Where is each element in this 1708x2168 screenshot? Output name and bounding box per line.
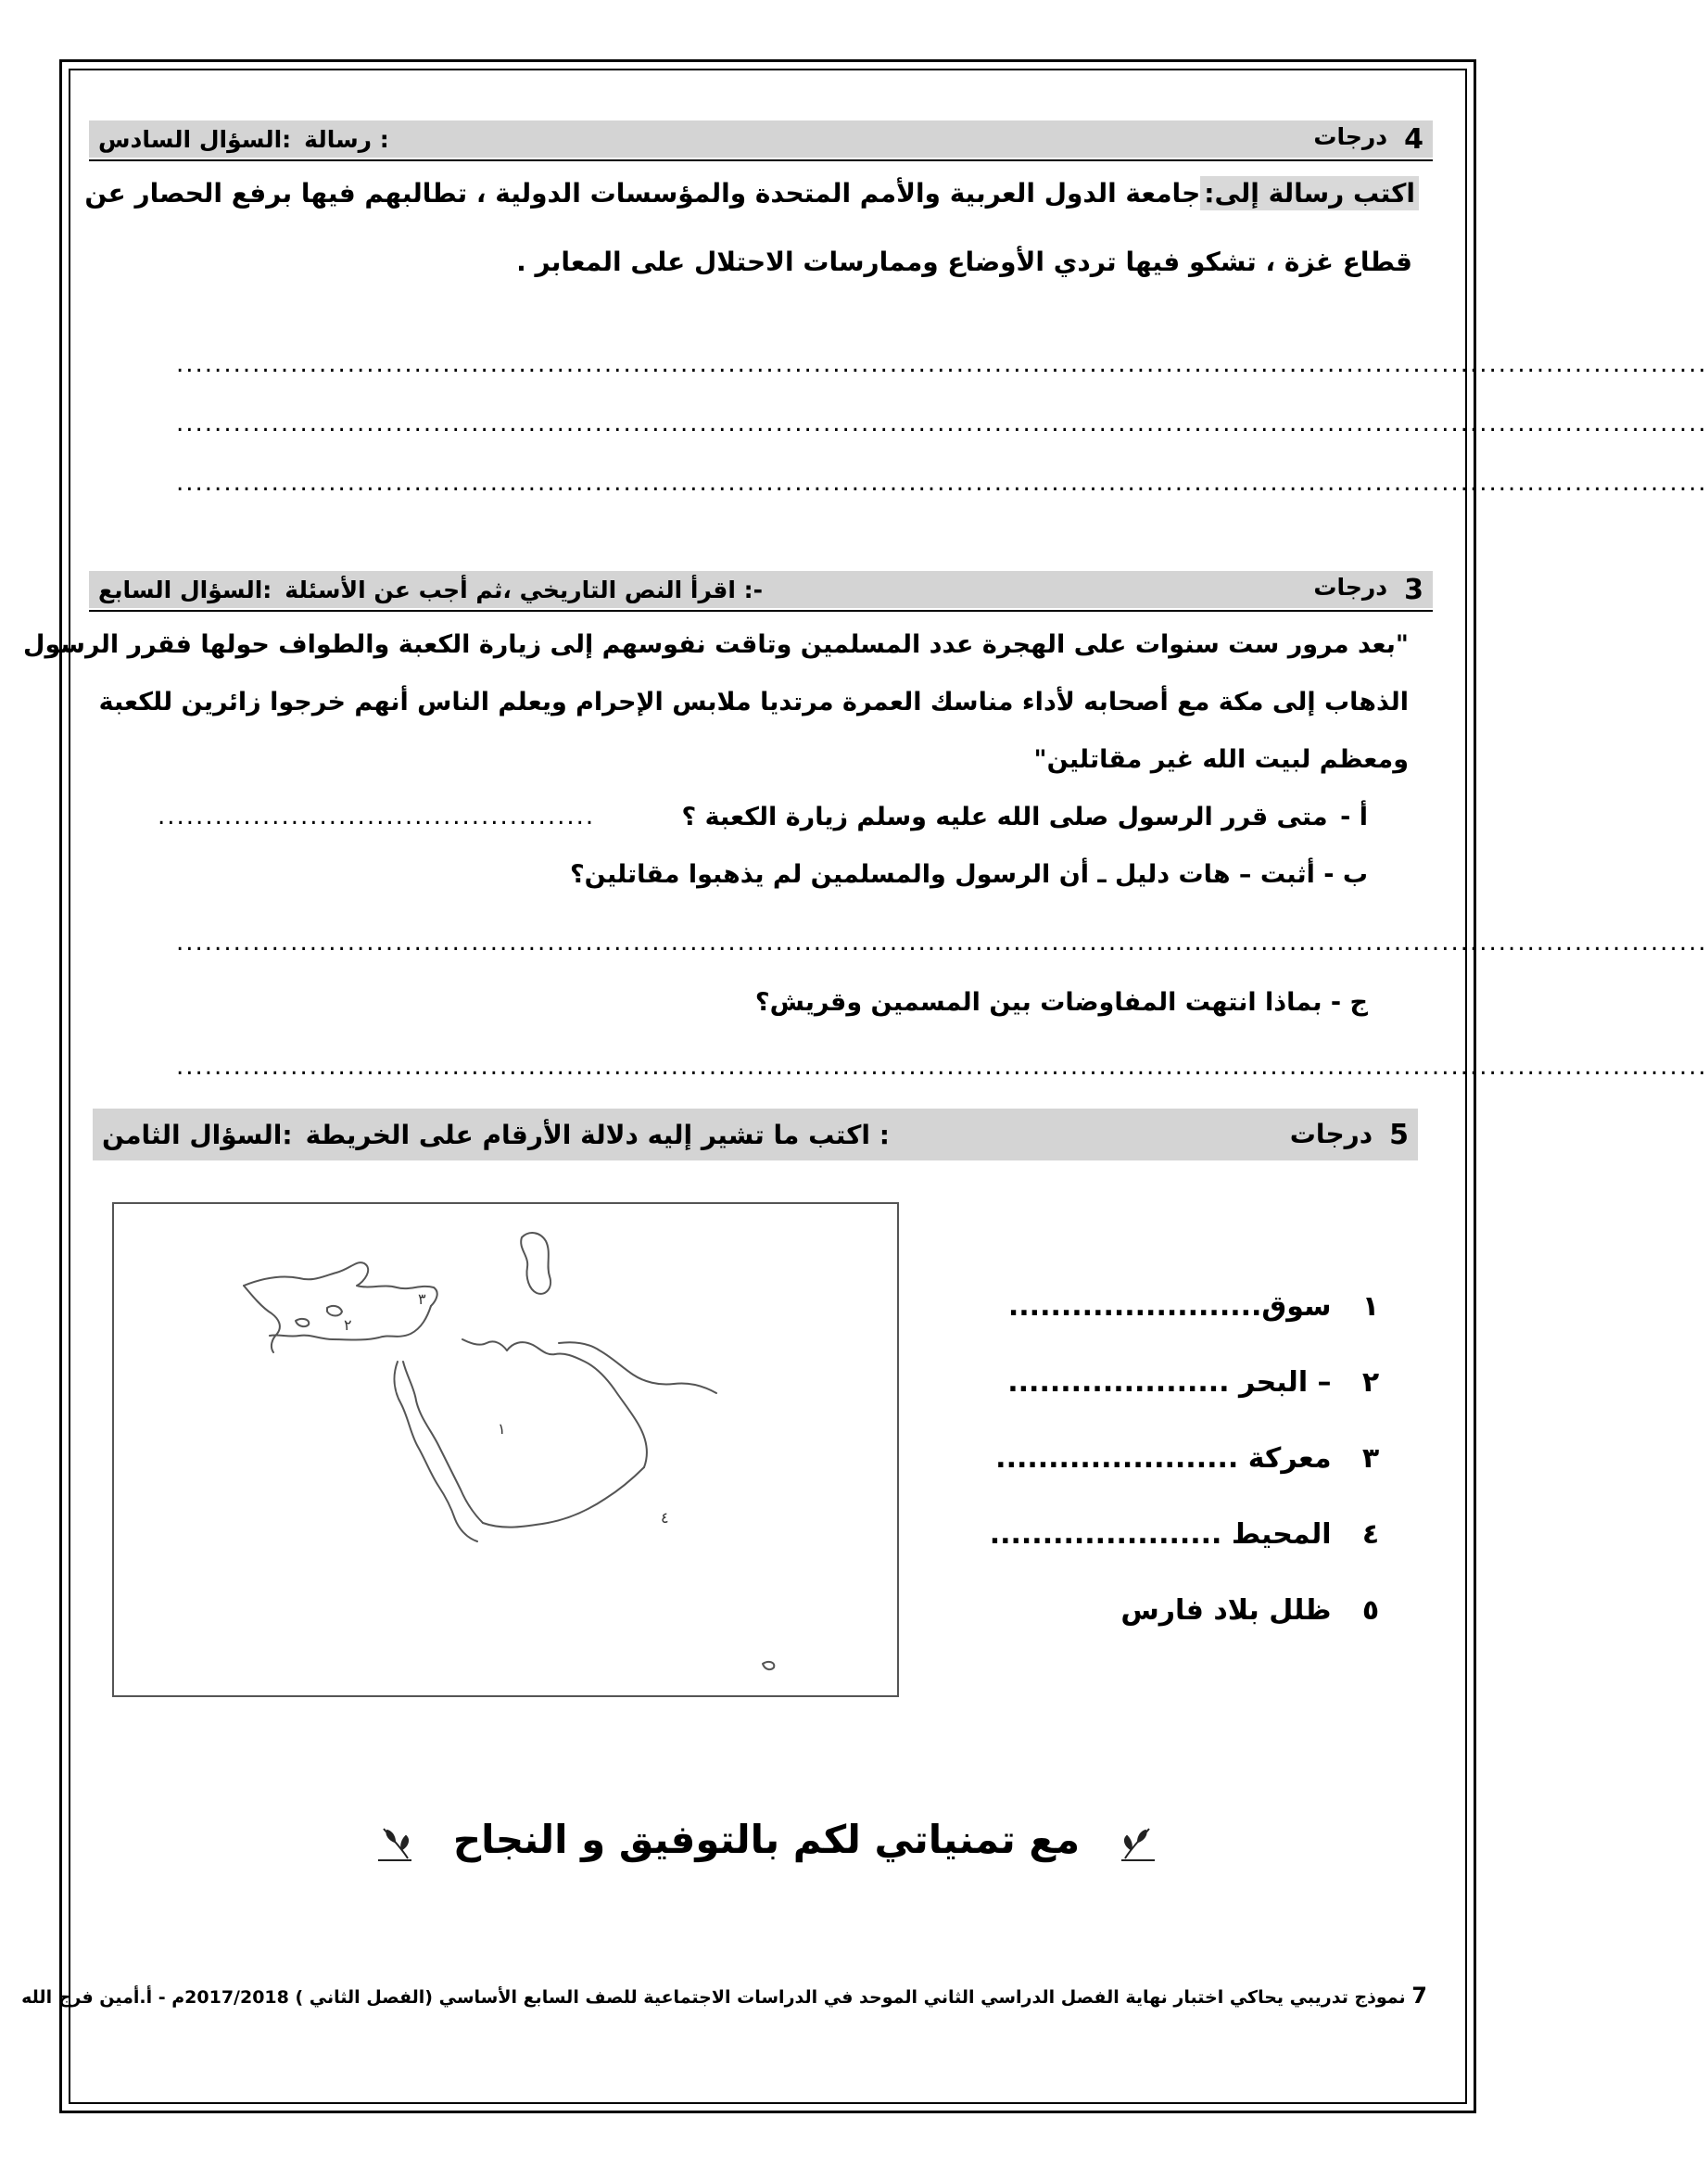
q7-question-b <box>570 860 1368 889</box>
q8-marks-number: 5 <box>1389 1118 1409 1151</box>
map-coast-arabia-south <box>483 1467 644 1528</box>
q8-item-1-text: سوق........................ <box>1007 1290 1332 1323</box>
q6-marks-word: درجات <box>1313 122 1388 150</box>
q7-header-rule <box>89 610 1433 612</box>
map-coast-greece <box>244 1286 280 1352</box>
floral-ornament-icon <box>1118 1821 1158 1864</box>
map-coast-gulf <box>507 1342 647 1467</box>
q8-item-1-number: ١ <box>1361 1290 1380 1323</box>
footer-text: نموذج تدريبي يحاكي اختبار نهاية الفصل الدراسي الثاني الموحد في الدراسات الاجتماعية للصف السابع الأساسي (الفصل الثاني ) 2017/2018م - أ.أمين فرج الله <box>21 1987 1406 2008</box>
q7-question-a-text: متى قرر الرسول صلى الله عليه وسلم زيارة الكعبة ؟ <box>681 803 1328 831</box>
q8-item-2[interactable] <box>1007 1366 1400 1399</box>
q7-question-a <box>682 803 1368 831</box>
q6-title-group <box>98 126 389 153</box>
q8-item-5[interactable] <box>1120 1594 1400 1627</box>
q8-title: السؤال الثامن: <box>102 1119 293 1150</box>
q7-answer-c-line[interactable]: ................................................................................................................................................................. <box>176 1053 1708 1081</box>
q8-header <box>93 1109 1418 1160</box>
q7-header <box>89 571 1433 608</box>
q7-subtitle: اقرأ النص التاريخي ،ثم أجب عن الأسئلة :- <box>285 576 764 603</box>
map-coast-anatolia <box>244 1262 437 1306</box>
q8-item-4[interactable] <box>990 1518 1400 1551</box>
q6-instruction-rest: جامعة الدول العربية والأمم المتحدة والمؤسسات الدولية ، تطالبهم فيها برفع الحصار عن <box>84 178 1201 209</box>
q6-answer-line-2[interactable]: ................................................................................................................................................................. <box>176 410 1708 437</box>
q7-question-a-label: أ - <box>1340 803 1368 831</box>
q6-header <box>89 120 1433 158</box>
q7-title: السؤال السابع: <box>98 576 272 603</box>
q7-title-group <box>98 577 763 603</box>
q7-question-b-label: ب - <box>1323 860 1368 889</box>
map-number-labels <box>344 1290 669 1527</box>
q6-instruction-line2: قطاع غزة ، تشكو فيها تردي الأوضاع وممارسات الاحتلال على المعابر . <box>516 247 1412 277</box>
q8-title-group <box>102 1120 890 1150</box>
q8-item-3[interactable] <box>995 1442 1400 1475</box>
q8-item-1[interactable] <box>1008 1290 1400 1323</box>
q7-marks-word: درجات <box>1313 573 1388 601</box>
q8-item-4-text: المحيط ...................... <box>989 1518 1332 1551</box>
closing-wish <box>0 1817 1533 1864</box>
q7-question-c-label: ج - <box>1330 988 1368 1017</box>
closing-wish-text: مع تمنياتي لكم بالتوفيق و النجاح <box>452 1817 1081 1862</box>
q6-answer-line-3[interactable]: ................................................................................................................................................................. <box>176 469 1708 497</box>
map-label-2: ٢ <box>344 1316 352 1334</box>
map-island-3 <box>763 1662 774 1669</box>
q8-item-2-number: ٢ <box>1361 1366 1380 1399</box>
q7-passage-line1: "بعد مرور ست سنوات على الهجرة عدد المسلمين وتاقت نفوسهم إلى زيارة الكعبة والطواف حولها فقرر الرسول <box>23 630 1409 659</box>
map-coast-africa <box>395 1362 477 1541</box>
map-label-3: ٣ <box>418 1290 426 1308</box>
q8-marks <box>1290 1119 1409 1151</box>
q6-subtitle: رسالة : <box>304 125 389 153</box>
q6-instruction-prefix: اكتب رسالة إلى: <box>1200 176 1419 210</box>
q7-answer-b-line[interactable]: ................................................................................................................................................................. <box>176 929 1708 957</box>
middle-east-outline-map <box>114 1204 897 1695</box>
map-island-1 <box>327 1306 342 1316</box>
map-caspian-sea <box>521 1233 550 1294</box>
q6-header-rule <box>89 159 1433 161</box>
q8-item-2-text: – البحر ..................... <box>1007 1366 1332 1399</box>
q6-instruction-line1 <box>84 178 1419 209</box>
map-island-2 <box>296 1319 309 1326</box>
page-footer <box>21 1983 1427 2009</box>
q7-question-b-text: أثبت – هات دليل ـ أن الرسول والمسلمين لم يذهبوا مقاتلين؟ <box>570 860 1315 889</box>
q8-item-5-number: ٥ <box>1361 1594 1380 1627</box>
map-coast-iran <box>559 1342 716 1393</box>
floral-ornament-icon <box>374 1821 415 1864</box>
q7-passage-line2: الذهاب إلى مكة مع أصحابه لأداء مناسك العمرة مرتديا ملابس الإحرام ويعلم الناس أنهم خرجوا زائرين للكعبة <box>98 688 1409 716</box>
map-label-1: ١ <box>498 1420 506 1438</box>
q8-item-3-text: معركة ....................... <box>995 1442 1332 1475</box>
map-label-4: ٤ <box>661 1509 669 1527</box>
q8-marks-word: درجات <box>1289 1118 1373 1149</box>
q6-title: السؤال السادس: <box>98 125 292 153</box>
q7-question-c <box>755 988 1368 1017</box>
map-frame <box>112 1202 899 1697</box>
page-number: 7 <box>1411 1983 1427 2009</box>
q8-subtitle: اكتب ما تشير إليه دلالة الأرقام على الخريطة : <box>305 1119 890 1150</box>
q6-marks <box>1313 123 1423 156</box>
q7-passage-line3: ومعظم لبيت الله غير مقاتلين" <box>1033 745 1409 774</box>
q7-marks-number: 3 <box>1404 573 1423 606</box>
map-coast-gulf-north <box>462 1339 507 1350</box>
q6-marks-number: 4 <box>1404 122 1423 156</box>
q8-item-4-number: ٤ <box>1361 1518 1380 1551</box>
q8-item-3-number: ٣ <box>1361 1442 1380 1475</box>
q7-marks <box>1313 574 1423 606</box>
q7-question-c-text: بماذا انتهت المفاوضات بين المسمين وقريش؟ <box>754 988 1322 1017</box>
q6-answer-line-1[interactable]: ................................................................................................................................................................. <box>176 350 1708 378</box>
q7-answer-a-line[interactable]: .............................................. <box>158 803 596 830</box>
q8-item-5-text: ظلل بلاد فارس <box>1120 1594 1332 1627</box>
